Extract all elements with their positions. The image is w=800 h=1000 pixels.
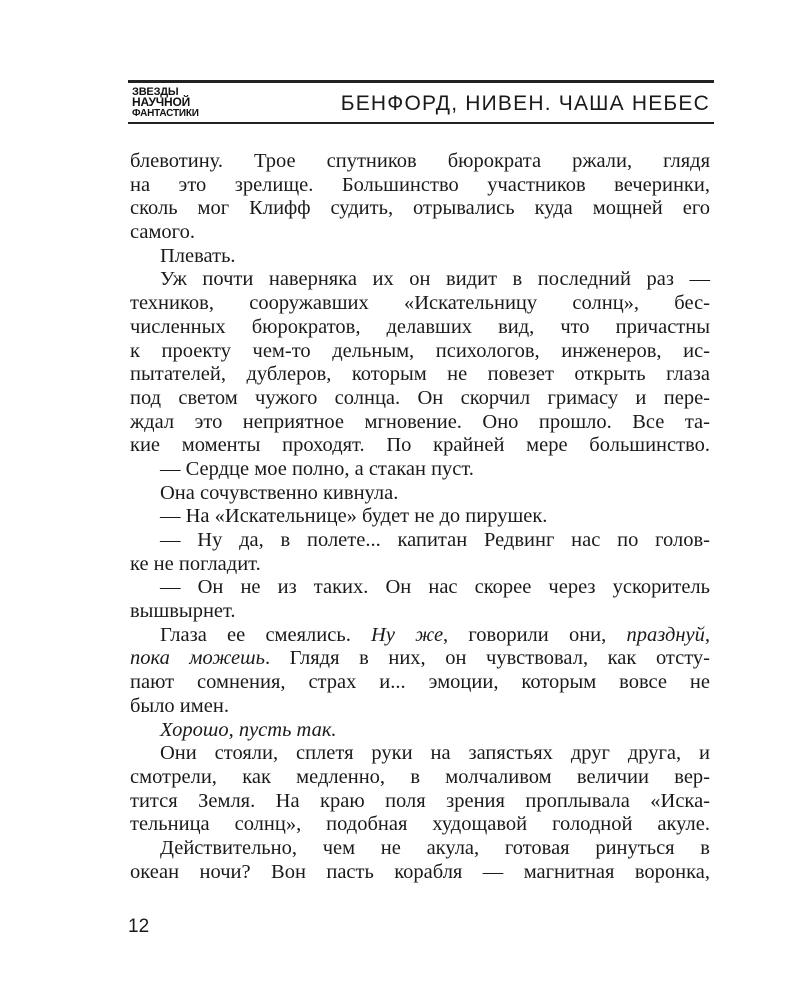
italic-run: празднуй,: [626, 623, 710, 646]
text-line: пытателей, дублеров, которым не повезет открыть глаза: [130, 363, 710, 386]
series-logo-line-2: НАУЧНОЙ: [132, 95, 190, 109]
text-line: к проекту чем-то дельным, психологов, инженеров, ис-: [130, 339, 710, 362]
text-line: на это зрелище. Большинство участников вечеринки,: [130, 173, 710, 196]
page-number: 12: [128, 916, 150, 937]
text-line: Плевать.: [160, 244, 236, 267]
text-line: самого.: [130, 221, 195, 244]
text-run: Глаза ее смеялись.: [160, 623, 372, 646]
dialogue-line: — Сердце мое полно, а стакан пуст.: [160, 457, 474, 480]
italic-run: пока можешь: [130, 647, 265, 670]
series-logo-line-3: ФАНТАСТИКИ: [132, 108, 199, 119]
text-line-mixed: [130, 624, 710, 648]
text-line: ке не погладит.: [130, 552, 261, 575]
header-bottom-rule: [128, 122, 714, 124]
dialogue-line: — На «Искательнице» будет не до пирушек.: [160, 505, 548, 528]
text-line: было имен.: [130, 694, 229, 717]
text-line: тится Земля. На краю поля зрения проплывала «Иска-: [130, 789, 710, 812]
text-line: численных бюрократов, делавших вид, что причастны: [130, 315, 710, 338]
running-head: БЕНФОРД, НИВЕН. ЧАША НЕБЕС: [340, 92, 710, 115]
text-line: техников, сооружавших «Искательницу солнц», бес-: [130, 292, 710, 315]
text-line: Они стояли, сплетя руки на запястьях друг друга, и: [160, 742, 710, 765]
text-line: Действительно, чем не акула, готовая ринуться в: [160, 836, 710, 859]
dialogue-line: — Ну да, в полете... капитан Редвинг нас по голов-: [160, 529, 710, 551]
series-logo-line-1: ЗВЕЗДЫ: [132, 86, 179, 98]
text-line: ждал это неприятное мгновение. Оно прошло. Все та-: [130, 410, 710, 433]
text-line: океан ночи? Вон пасть корабля — магнитная воронка,: [130, 860, 710, 883]
text-line: сколь мог Клифф судить, отрывались куда мощней его: [130, 197, 710, 220]
text-line: пают сомнения, страх и... эмоции, которым вовсе не: [130, 671, 710, 694]
text-line: кие моменты проходят. По крайней мере большинство.: [130, 434, 710, 457]
text-line-mixed: [130, 647, 710, 671]
text-line: тельница солнц», подобная худощавой голодной акуле.: [130, 813, 710, 836]
italic-run: Хорошо, пусть так.: [160, 718, 337, 741]
italic-line: [130, 719, 710, 743]
page-header: [128, 80, 714, 124]
text-run: . Глядя в них, он чувствовал, как отсту-: [264, 647, 710, 670]
dialogue-line: — Он не из таких. Он нас скорее через ускоритель: [160, 576, 710, 599]
text-line: Она сочувственно кивнула.: [160, 481, 399, 504]
text-line: блевотину. Трое спутников бюрократа ржали, глядя: [130, 150, 710, 172]
italic-run: Ну же: [371, 623, 444, 646]
text-line: вышвырнет.: [130, 600, 236, 623]
text-line: Уж почти наверняка их он видит в последний раз —: [160, 268, 710, 291]
body-text: [130, 150, 710, 884]
text-line: смотрели, как медленно, в молчаливом величии вер-: [130, 765, 710, 788]
text-run: , говорили они,: [443, 623, 627, 646]
header-top-rule: [128, 80, 714, 83]
series-logo: [132, 87, 218, 119]
text-line: под светом чужого солнца. Он скорчил гримасу и пере-: [130, 386, 710, 409]
